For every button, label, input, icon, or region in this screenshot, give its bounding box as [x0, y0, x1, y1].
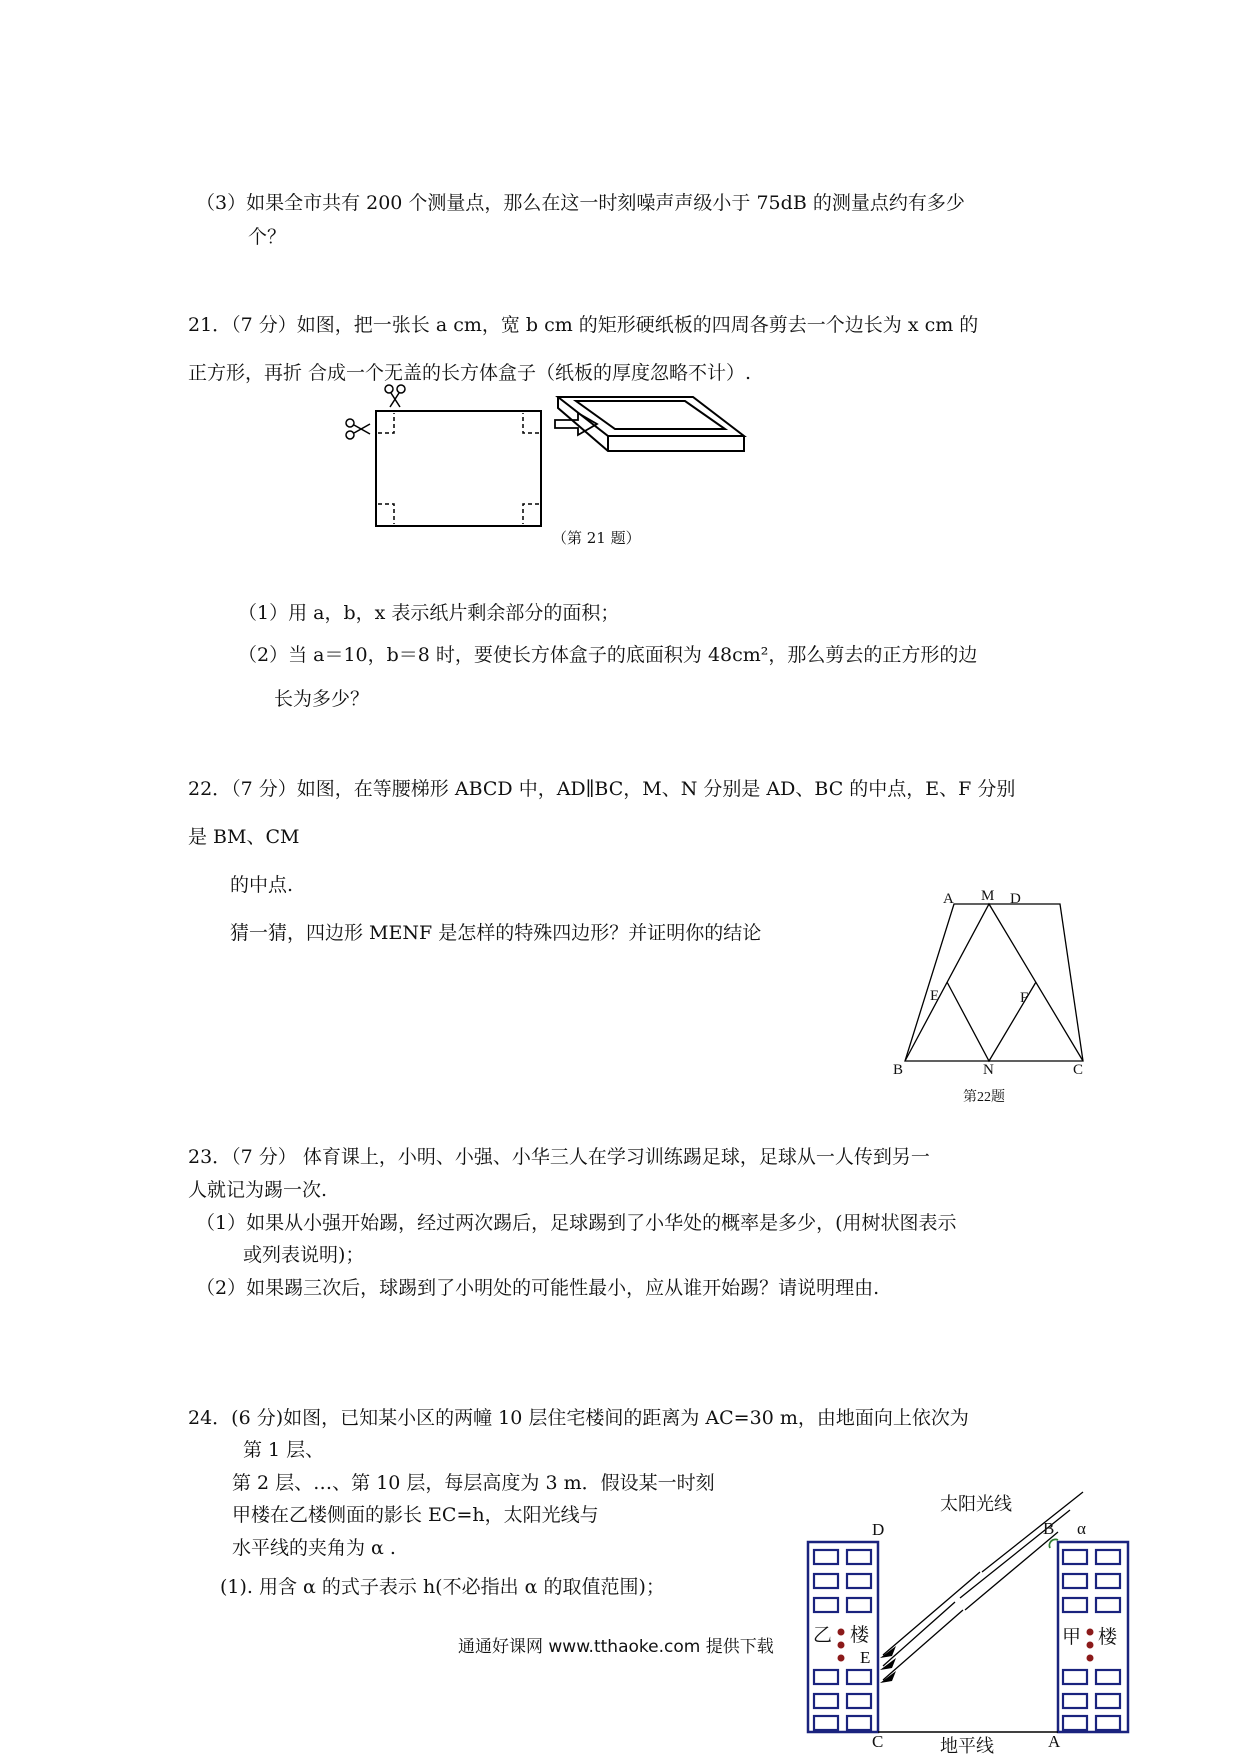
q24-line4: 甲楼在乙楼侧面的影长 EC=h，太阳光线与: [232, 1504, 599, 1526]
q22-trapezoid-figure: [880, 880, 1100, 1080]
q24-line2: 第 1 层、: [243, 1439, 325, 1461]
label-C: C: [1073, 1062, 1084, 1078]
label-building-jia: 甲: [1062, 1626, 1082, 1648]
label-sunlight: 太阳光线: [940, 1494, 1012, 1515]
q21-caption: （第 21 题）: [552, 529, 641, 547]
q21-line1: 21．（7 分）如图，把一张长 a cm，宽 b cm 的矩形硬纸板的四周各剪去一个边长为 x cm 的: [188, 314, 979, 336]
cardboard-rect: [376, 411, 541, 526]
alpha-angle-arc: [1049, 1539, 1058, 1548]
q21-part2-line1: （2）当 a＝10，b＝8 时，要使长方体盒子的底面积为 48cm²，那么剪去的正方形的边: [238, 644, 978, 666]
q21-part2-line2: 长为多少？: [274, 688, 370, 710]
q24-line3: 第 2 层、…、第 10 层，每层高度为 3 m．假设某一时刻: [232, 1472, 715, 1494]
label-C-building: C: [872, 1732, 884, 1751]
q23-part1-line2: 或列表说明)；: [243, 1244, 365, 1266]
label-E: E: [930, 988, 940, 1004]
q23-part1-line1: （1）如果从小强开始踢，经过两次踢后，足球踢到了小华处的概率是多少，(用树状图表示: [196, 1212, 957, 1234]
q21-part1: （1）用 a，b，x 表示纸片剩余部分的面积；: [238, 602, 620, 624]
corner-cut-marks: [378, 413, 539, 524]
label-D: D: [1010, 891, 1021, 907]
q20-part3-line2: 个？: [248, 226, 287, 248]
label-B-building: B: [1043, 1519, 1055, 1538]
label-ground: 地平线: [940, 1736, 994, 1757]
label-building-yi-lou: 楼: [850, 1624, 870, 1646]
label-alpha: α: [1077, 1519, 1086, 1538]
label-N: N: [983, 1062, 994, 1078]
q21-figure: [340, 380, 860, 540]
q20-part3-line1: （3）如果全市共有 200 个测量点，那么在这一时刻噪声声级小于 75dB 的测量点约有多少: [196, 192, 965, 214]
scissors-icon-left: [346, 419, 370, 439]
label-M: M: [981, 888, 995, 904]
q21-line2: 正方形，再折 合成一个无盖的长方体盒子（纸板的厚度忽略不计）.: [188, 362, 752, 384]
q22-caption: 第22题: [963, 1090, 1005, 1105]
label-building-jia-lou: 楼: [1098, 1626, 1118, 1648]
q23-line1: 23．（7 分） 体育课上，小明、小强、小华三人在学习训练踢足球，足球从一人传到另一: [188, 1146, 930, 1168]
label-D-building: D: [872, 1520, 885, 1539]
q22-line1: 22．（7 分）如图，在等腰梯形 ABCD 中，AD∥BC，M、N 分别是 AD、BC 的中点，E、F 分别: [188, 778, 1016, 800]
q23-line2: 人就记为踢一次.: [188, 1179, 328, 1201]
building-dots: [838, 1629, 1094, 1662]
q24-line1: 24．(6 分)如图，已知某小区的两幢 10 层住宅楼间的距离为 AC=30 m，由地面向上依次为: [188, 1407, 969, 1429]
label-building-yi: 乙: [813, 1624, 833, 1646]
footer-text: 通通好课网 www.tthaoke.com 提供下载: [458, 1637, 774, 1657]
q23-part2: （2）如果踢三次后，球踢到了小明处的可能性最小，应从谁开始踢？请说明理由.: [196, 1277, 880, 1299]
label-E-building: E: [860, 1648, 871, 1667]
q24-part1: (1). 用含 α 的式子表示 h(不必指出 α 的取值范围)；: [220, 1576, 665, 1598]
q22-line4: 猜一猜，四边形 MENF 是怎样的特殊四边形？并证明你的结论: [230, 922, 762, 944]
open-box: [558, 397, 744, 451]
q24-buildings-figure: [800, 1480, 1140, 1754]
q24-line5: 水平线的夹角为 α .: [232, 1537, 396, 1559]
label-A-building: A: [1048, 1732, 1061, 1751]
q22-line3: 的中点.: [230, 874, 294, 896]
label-F: F: [1020, 990, 1029, 1006]
q22-line2: 是 BM、CM: [188, 826, 300, 848]
scissors-icon-top: [385, 385, 405, 407]
label-A: A: [943, 891, 954, 907]
label-B: B: [893, 1062, 904, 1078]
